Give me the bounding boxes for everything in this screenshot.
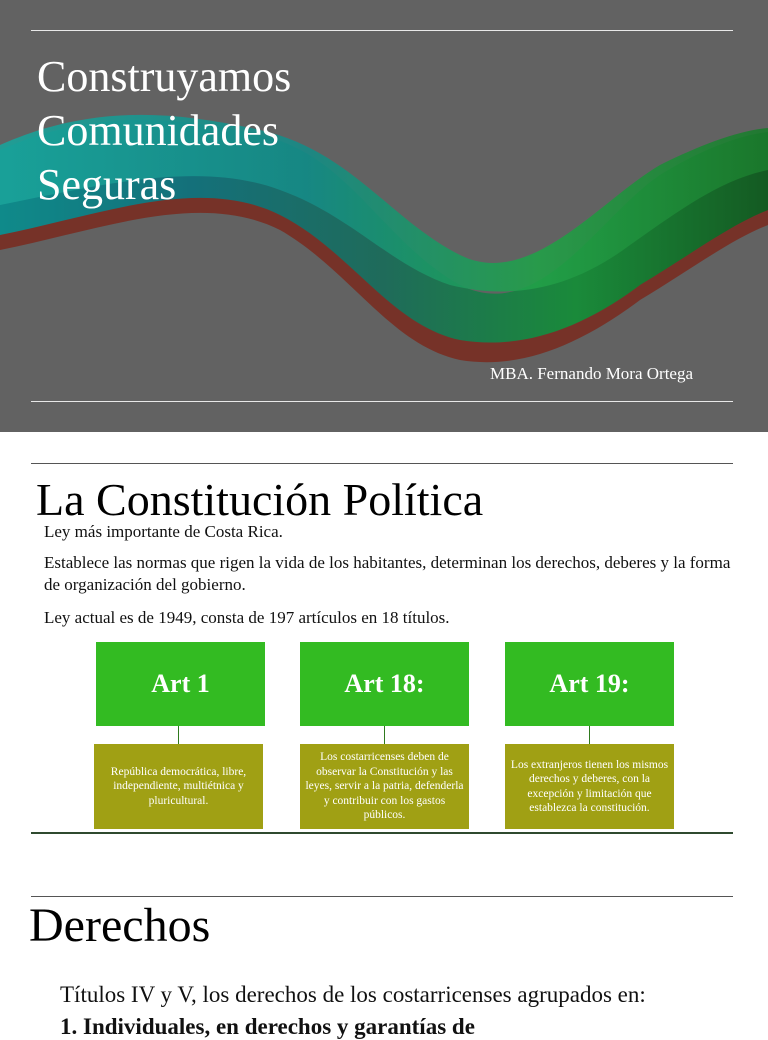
list-item-1: 1. Individuales, en derechos y garantías de bbox=[60, 1014, 475, 1039]
connector-3 bbox=[589, 726, 590, 744]
intro-text: Títulos IV y V, los derechos de los costarricenses agrupados en: bbox=[60, 982, 646, 1007]
slide-title: La Constitución Política bbox=[36, 474, 484, 525]
article-description-3: Los extranjeros tienen los mismos derechos y deberes, con la excepción y limitación que establezca la constitución. bbox=[505, 744, 674, 829]
top-divider bbox=[31, 30, 733, 31]
paragraph-1: Ley más importante de Costa Rica. bbox=[44, 522, 283, 541]
connector-1 bbox=[178, 726, 179, 744]
paragraph-3: Ley actual es de 1949, consta de 197 artículos en 18 títulos. bbox=[44, 608, 450, 627]
article-box-2: Art 18: bbox=[300, 642, 469, 726]
paragraph-2: Establece las normas que rigen la vida de los habitantes, determinan los derechos, deberes y la forma de organización del gobierno. bbox=[44, 553, 731, 594]
article-description-2: Los costarricenses deben de observar la Constitución y las leyes, servir a la patria, defenderla y contribuir con los gastos públicos. bbox=[300, 744, 469, 829]
title-slide bbox=[0, 0, 768, 432]
author-name: MBA. Fernando Mora Ortega bbox=[490, 364, 694, 383]
top-divider bbox=[31, 896, 733, 897]
article-box-1: Art 1 bbox=[96, 642, 265, 726]
article-box-3: Art 19: bbox=[505, 642, 674, 726]
top-divider bbox=[31, 463, 733, 464]
connector-2 bbox=[384, 726, 385, 744]
slide-title: Derechos bbox=[29, 899, 211, 952]
bottom-divider bbox=[31, 832, 733, 834]
rights-slide bbox=[0, 864, 768, 1039]
bottom-divider bbox=[31, 401, 733, 402]
title-line-1: Construyamos bbox=[37, 52, 292, 101]
title-line-2: Comunidades bbox=[37, 106, 279, 155]
constitution-slide bbox=[0, 432, 768, 864]
slide-title bbox=[37, 50, 457, 212]
article-description-1: República democrática, libre, independiente, multiétnica y pluricultural. bbox=[94, 744, 263, 829]
title-line-3: Seguras bbox=[37, 160, 177, 209]
